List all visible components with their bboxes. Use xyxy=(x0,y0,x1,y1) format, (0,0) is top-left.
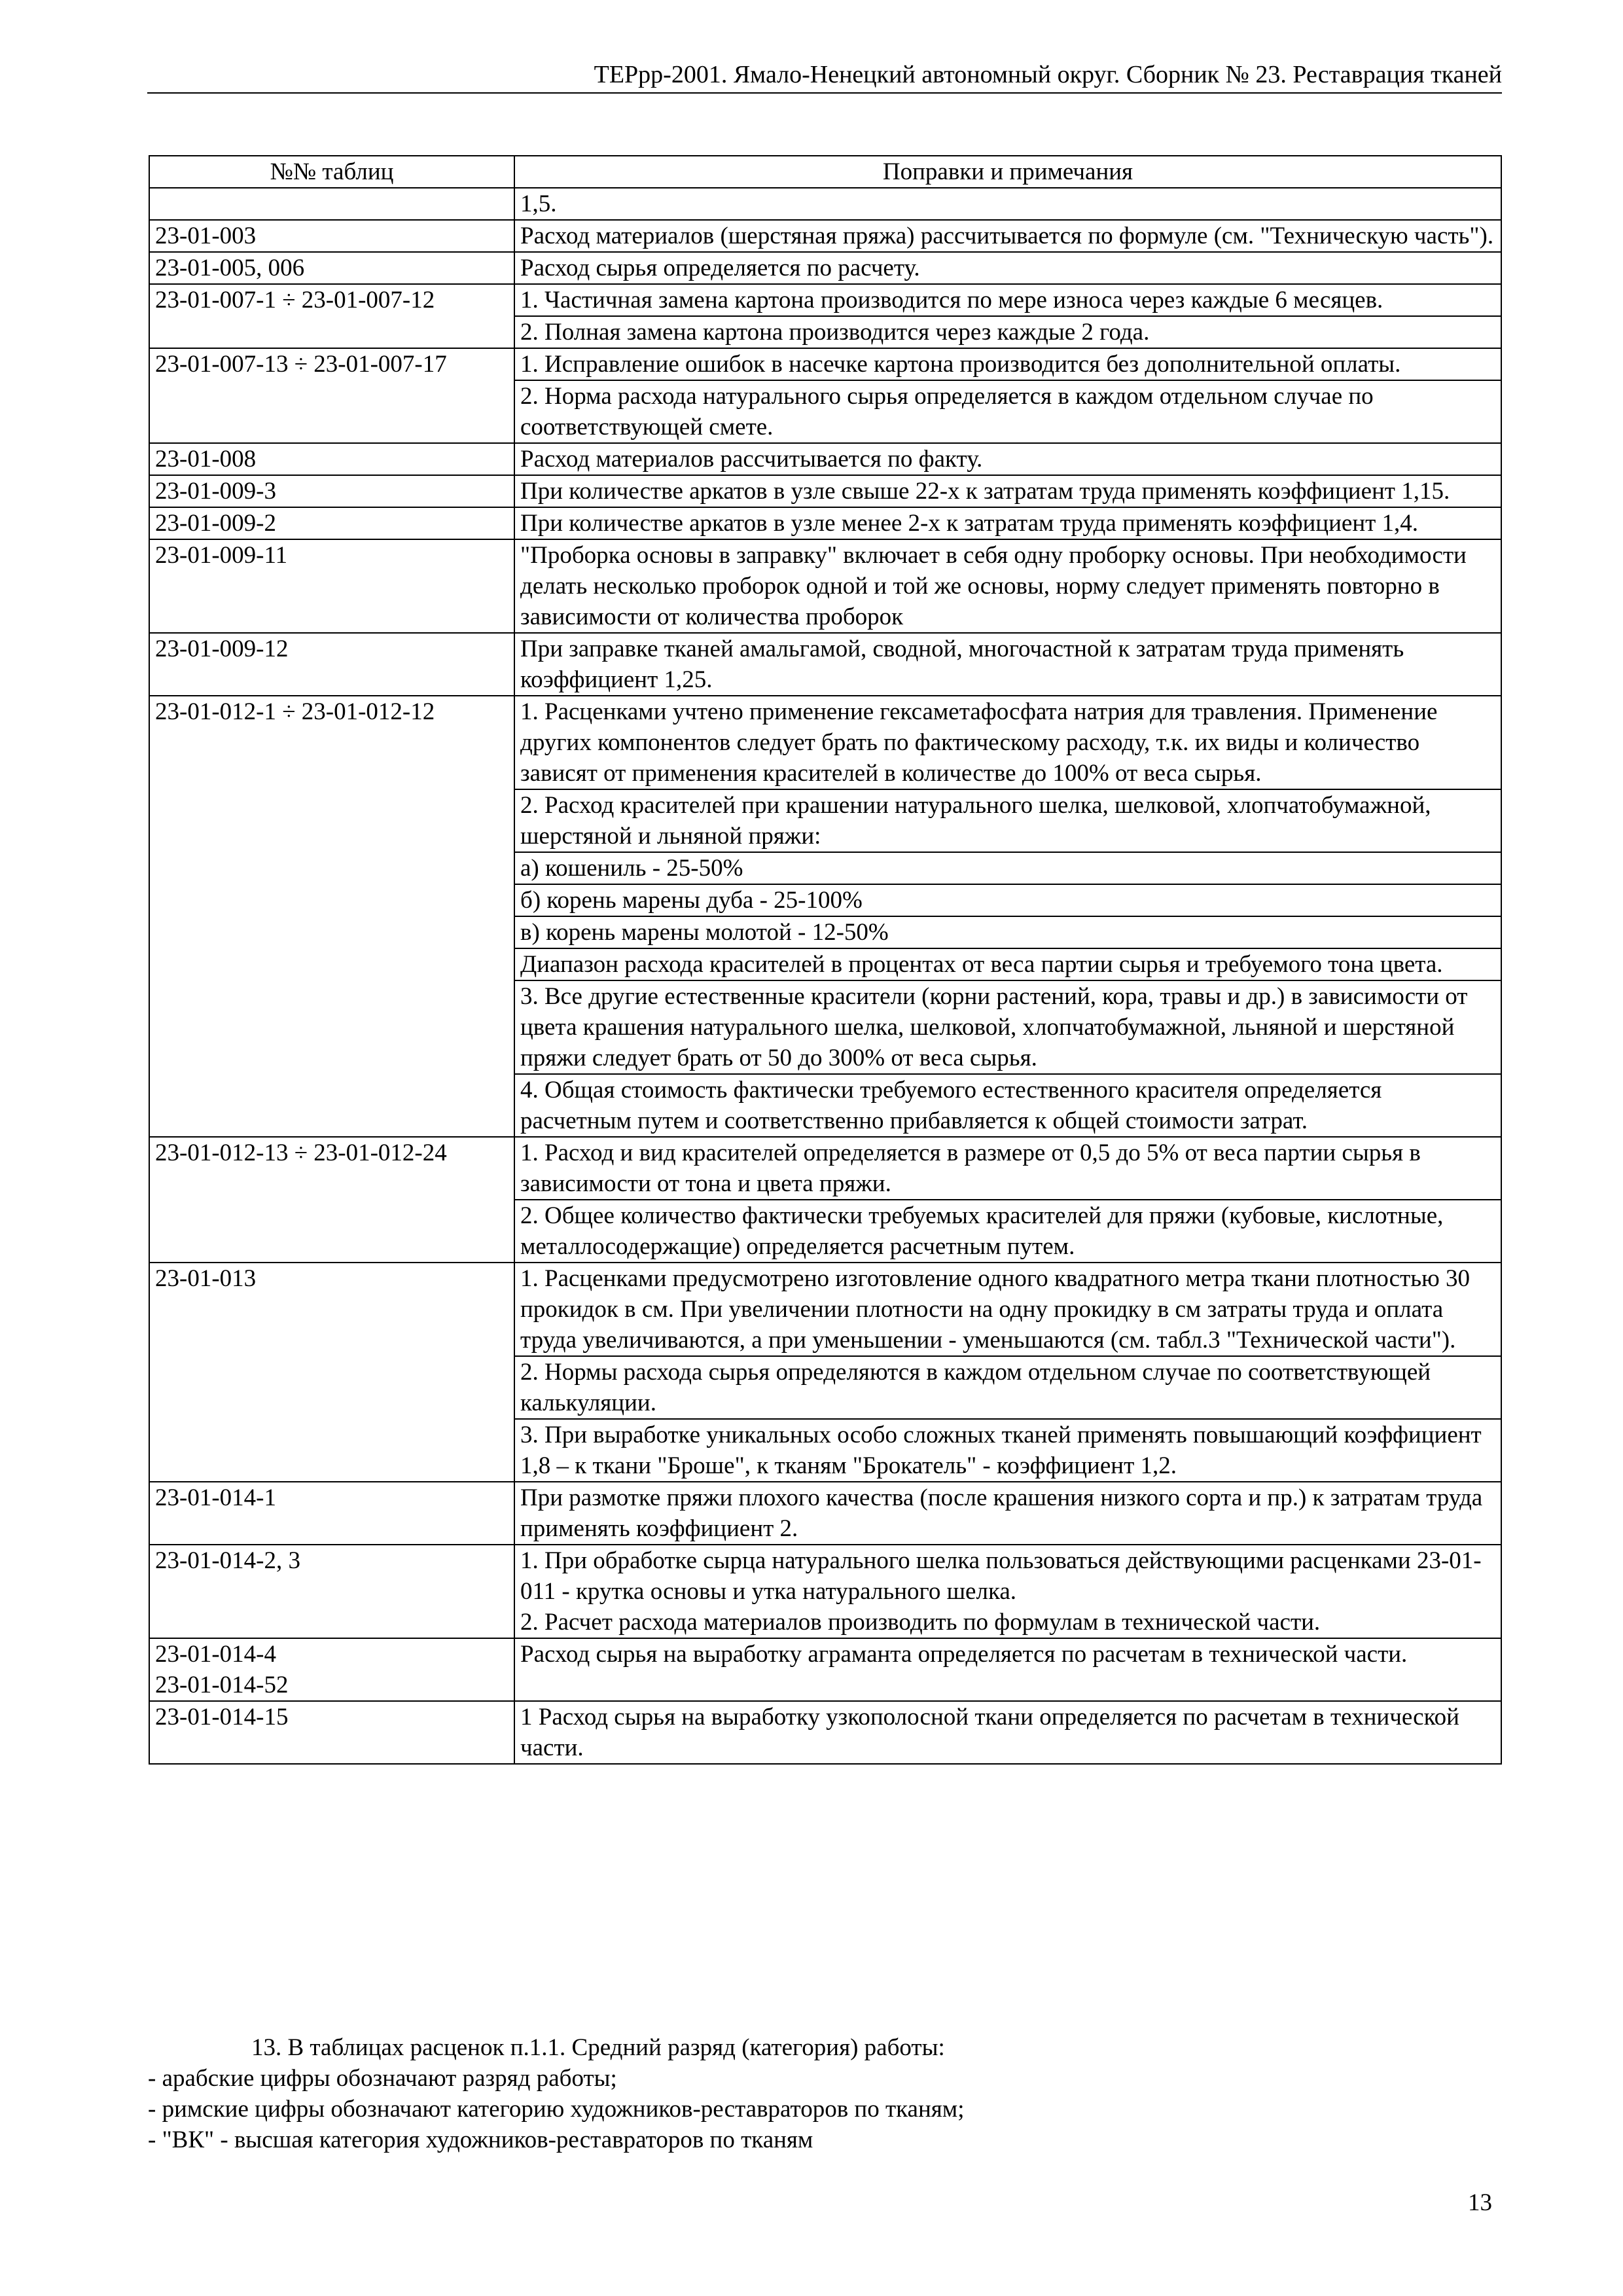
column-header-tables: №№ таблиц xyxy=(149,156,514,188)
table-row xyxy=(149,696,1501,789)
column-header-notes: Поправки и примечания xyxy=(514,156,1501,188)
table-row xyxy=(149,475,1501,507)
table-note-cell: а) кошениль - 25-50% xyxy=(514,852,1501,884)
table-note-cell: 2. Нормы расхода сырья определяются в каждом отдельном случае по соответствующей калькуляции. xyxy=(514,1356,1501,1419)
table-row xyxy=(149,348,1501,380)
footnote-line: - римские цифры обозначают категорию художников-реставраторов по тканям; xyxy=(148,2096,965,2123)
table-note-cell: При заправке тканей амальгамой, сводной, многочастной к затратам труда применять коэффициент 1,25. xyxy=(514,633,1501,696)
table-note-cell: Расход сырья определяется по расчету. xyxy=(514,252,1501,284)
table-number-cell: 23-01-009-11 xyxy=(149,539,514,633)
table-row xyxy=(149,188,1501,220)
table-number-cell: 23-01-003 xyxy=(149,220,514,252)
table-note-cell: При размотке пряжи плохого качества (после крашения низкого сорта и пр.) к затратам труда применять коэффициент 2. xyxy=(514,1482,1501,1545)
table-note-cell: 1. При обработке сырца натурального шелка пользоваться действующими расценками 23-01-011 - крутка основы и утка натурального шелка. 2. Расчет расхода материалов производить по формулам в технической части. xyxy=(514,1545,1501,1638)
table-row xyxy=(149,633,1501,696)
table-note-cell: Расход материалов (шерстяная пряжа) рассчитывается по формуле (см. "Техническую часть"). xyxy=(514,220,1501,252)
table-note-cell: 2. Норма расхода натурального сырья определяется в каждом отдельном случае по соответствующей смете. xyxy=(514,380,1501,443)
table-note-cell: 1,5. xyxy=(514,188,1501,220)
table-header-row xyxy=(149,156,1501,188)
table-number-cell: 23-01-009-2 xyxy=(149,507,514,539)
table-number-cell xyxy=(149,188,514,220)
table-number-cell: 23-01-014-1 xyxy=(149,1482,514,1545)
corrections-table xyxy=(149,155,1502,1765)
table-number-cell: 23-01-008 xyxy=(149,443,514,475)
table-row xyxy=(149,507,1501,539)
table-row xyxy=(149,1263,1501,1356)
table-number-cell: 23-01-007-13 ÷ 23-01-007-17 xyxy=(149,348,514,443)
table-note-cell: в) корень марены молотой - 12-50% xyxy=(514,916,1501,948)
table-number-cell: 23-01-014-15 xyxy=(149,1701,514,1764)
table-number-cell: 23-01-009-12 xyxy=(149,633,514,696)
table-note-cell: 1. Исправление ошибок в насечке картона производится без дополнительной оплаты. xyxy=(514,348,1501,380)
table-number-cell: 23-01-009-3 xyxy=(149,475,514,507)
table-note-cell: 1. Частичная замена картона производится по мере износа через каждые 6 месяцев. xyxy=(514,284,1501,316)
table-row xyxy=(149,1638,1501,1701)
table-number-cell: 23-01-014-4 23-01-014-52 xyxy=(149,1638,514,1701)
footnote-line: - арабские цифры обозначают разряд работы; xyxy=(148,2065,617,2092)
table-row xyxy=(149,1482,1501,1545)
page-number: 13 xyxy=(1468,2189,1492,2216)
table-number-cell: 23-01-007-1 ÷ 23-01-007-12 xyxy=(149,284,514,348)
table-note-cell: 1. Расценками учтено применение гексаметафосфата натрия для травления. Применение других компонентов следует брать по фактическому расходу, т.к. их виды и количество зависят от применения красителей в количестве до 100% от веса сырья. xyxy=(514,696,1501,789)
table-number-cell: 23-01-012-1 ÷ 23-01-012-12 xyxy=(149,696,514,1137)
table-note-cell: При количестве аркатов в узле менее 2-х к затратам труда применять коэффициент 1,4. xyxy=(514,507,1501,539)
table-note-cell: 2. Полная замена картона производится через каждые 2 года. xyxy=(514,316,1501,348)
table-note-cell: "Проборка основы в заправку" включает в себя одну проборку основы. При необходимости делать несколько проборок одной и той же основы, норму следует применять повторно в зависимости от количества проборок xyxy=(514,539,1501,633)
table-row xyxy=(149,539,1501,633)
table-note-cell: б) корень марены дуба - 25-100% xyxy=(514,884,1501,916)
table-row xyxy=(149,220,1501,252)
table-note-cell: При количестве аркатов в узле свыше 22-х к затратам труда применять коэффициент 1,15. xyxy=(514,475,1501,507)
table-row xyxy=(149,252,1501,284)
table-row xyxy=(149,1701,1501,1764)
footnote-line: - "ВК" - высшая категория художников-реставраторов по тканям xyxy=(148,2126,813,2153)
table-row xyxy=(149,1545,1501,1638)
table-note-cell: 2. Расход красителей при крашении натурального шелка, шелковой, хлопчатобумажной, шерстяной и льняной пряжи: xyxy=(514,789,1501,852)
table-row xyxy=(149,443,1501,475)
table-note-cell: 3. Все другие естественные красители (корни растений, кора, травы и др.) в зависимости от цвета крашения натурального шелка, шелковой, хлопчатобумажной, льняной и шерстяной пряжи следует брать от 50 до 300% от веса сырья. xyxy=(514,980,1501,1074)
table-note-cell: Расход сырья на выработку аграманта определяется по расчетам в технической части. xyxy=(514,1638,1501,1701)
footnote xyxy=(148,2032,1503,2155)
table-row xyxy=(149,284,1501,316)
page-header: ТЕРрр-2001. Ямало-Ненецкий автономный округ. Сборник № 23. Реставрация тканей xyxy=(594,61,1502,88)
header-rule xyxy=(147,92,1502,94)
table-note-cell: 4. Общая стоимость фактически требуемого естественного красителя определяется расчетным путем и соответственно прибавляется к общей стоимости затрат. xyxy=(514,1074,1501,1137)
table-number-cell: 23-01-014-2, 3 xyxy=(149,1545,514,1638)
footnote-line: 13. В таблицах расценок п.1.1. Средний разряд (категория) работы: xyxy=(251,2034,945,2061)
table-note-cell: Диапазон расхода красителей в процентах от веса партии сырья и требуемого тона цвета. xyxy=(514,948,1501,980)
table-number-cell: 23-01-005, 006 xyxy=(149,252,514,284)
table-row xyxy=(149,1137,1501,1200)
table-number-cell: 23-01-013 xyxy=(149,1263,514,1482)
table-note-cell: 1. Расценками предусмотрено изготовление одного квадратного метра ткани плотностью 30 прокидок в см. При увеличении плотности на одну прокидку в см затраты труда и оплата труда увеличиваются, а при уменьшении - уменьшаются (см. табл.3 "Технической части"). xyxy=(514,1263,1501,1356)
table-note-cell: 3. При выработке уникальных особо сложных тканей применять повышающий коэффициент 1,8 – к ткани "Броше", к тканям "Брокатель" - коэффициент 1,2. xyxy=(514,1419,1501,1482)
table-note-cell: 1 Расход сырья на выработку узкополосной ткани определяется по расчетам в технической части. xyxy=(514,1701,1501,1764)
table-note-cell: 1. Расход и вид красителей определяется в размере от 0,5 до 5% от веса партии сырья в зависимости от тона и цвета пряжи. xyxy=(514,1137,1501,1200)
table-note-cell: 2. Общее количество фактически требуемых красителей для пряжи (кубовые, кислотные, металлосодержащие) определяется расчетным путем. xyxy=(514,1200,1501,1263)
table-number-cell: 23-01-012-13 ÷ 23-01-012-24 xyxy=(149,1137,514,1263)
table-note-cell: Расход материалов рассчитывается по факту. xyxy=(514,443,1501,475)
table-body xyxy=(149,188,1501,1764)
